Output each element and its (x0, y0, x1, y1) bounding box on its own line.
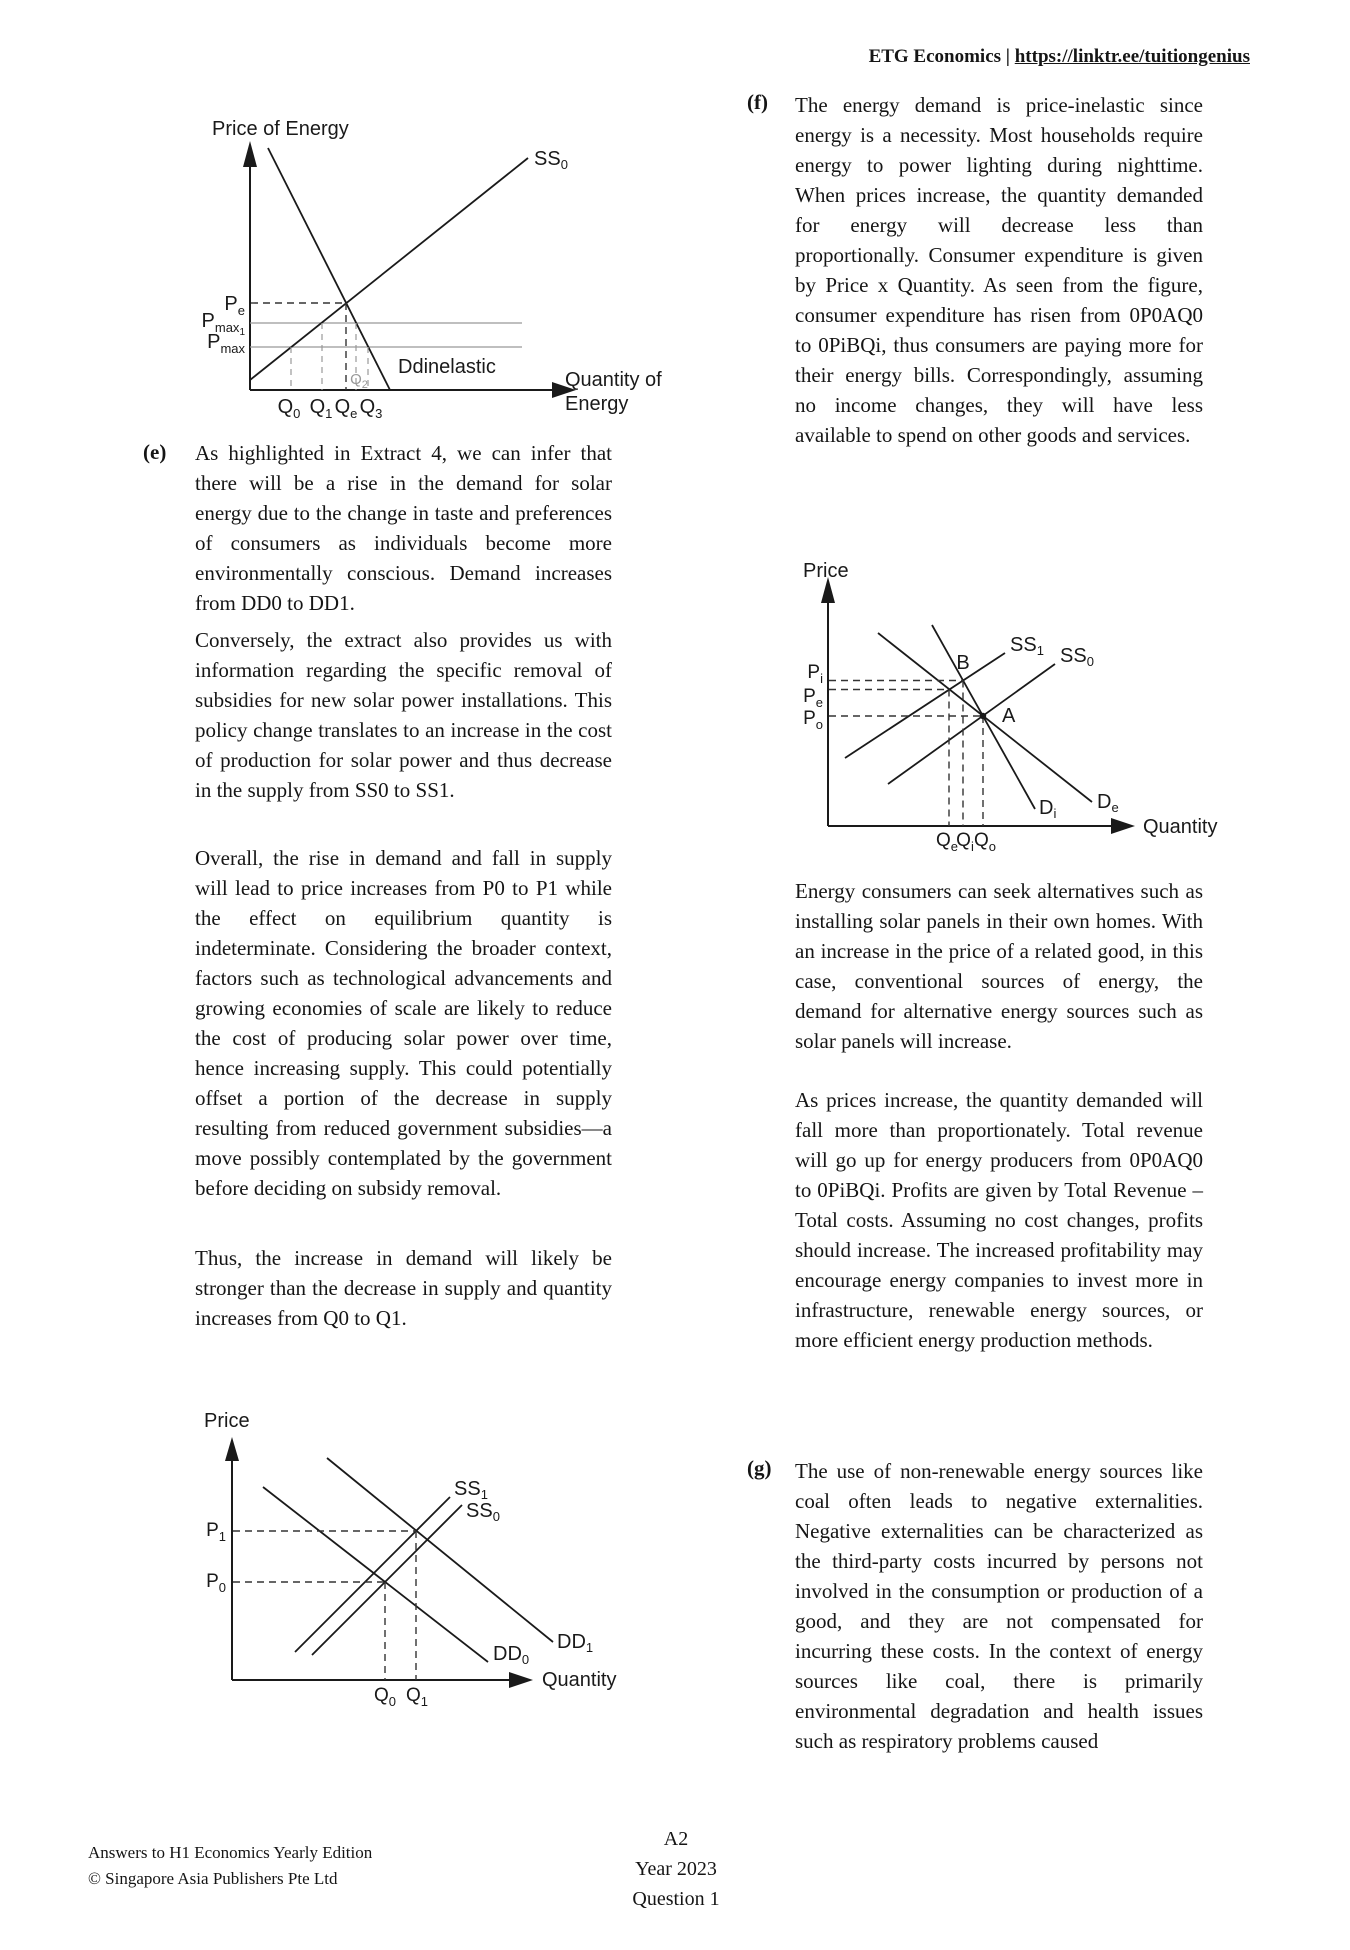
d2-point-a-dot (980, 713, 986, 719)
answer-g-paragraph-1: The use of non-renewable energy sources like coal often leads to negative externalities. Negative externalities can be characterized as the third-party costs incurred by persons not involved in the consumption or production of a good, and they are not compensated for incurring these costs. In the context of energy sources like coal, there is primarily environmental degradation and health issues such as respiratory problems caused (795, 1459, 1203, 1753)
d2-ss0-label: $SS_0$ (1060, 645, 1094, 669)
answer-f-paragraph-3: As prices increase, the quantity demanded will fall more than proportionately. Total revenue will go up for energy producers from 0P0AQ0 to 0PiBQi. Profits are given by Total Revenue – Total costs. Assuming no cost changes, profits should increase. The increased profitability may encourage energy companies to invest more in infrastructure, renewable energy sources, or more efficient energy production methods. (795, 1088, 1203, 1352)
diagram-demand-supply-shift (190, 1405, 660, 1725)
footer-year: Year 2023 (635, 1858, 717, 1880)
d3-ss1-curve (295, 1497, 450, 1652)
d1-pmax1-label: $P_{max}1$ (201, 310, 245, 338)
d3-ss0-label: $SS_0$ (466, 1500, 500, 1524)
answer-label-f: (f) (747, 90, 768, 114)
d2-ss1-label: $SS_1$ (1010, 634, 1044, 658)
d1-q3-label: $Q_3$ (359, 396, 383, 421)
d3-p0-label: $P_0$ (206, 1571, 226, 1595)
d3-ss1-label: $SS_1$ (454, 1478, 488, 1502)
d1-xlabel-line1: Quantity of (565, 369, 662, 391)
d1-y-axis-arrow-icon (243, 141, 257, 167)
d2-de-label: $D_e$ (1097, 791, 1119, 815)
d1-demand-curve (268, 148, 390, 390)
d2-di-label: $D_i$ (1039, 797, 1057, 821)
d2-pi-label: $P_i$ (807, 662, 823, 686)
d1-q2-label: $Q_2$ (350, 371, 368, 391)
d2-qo-label: $Q_o$ (973, 830, 997, 854)
d1-pmax-label: $P_{max}$ (207, 331, 245, 356)
header-link[interactable]: https://linktr.ee/tuitiongenius (1014, 46, 1250, 67)
d1-pe-label: $P_e$ (224, 293, 245, 318)
d3-dd1-curve (327, 1458, 553, 1642)
d2-po-label: $P_o$ (803, 708, 823, 732)
d1-demand-label: Ddinelastic (398, 356, 496, 378)
diagram-price-ceiling (150, 95, 690, 440)
answer-f-paragraph-2: Energy consumers can seek alternatives such as installing solar panels in their own homes. With an increase in the price of a related good, in this case, conventional sources of energy, the demand for alternative energy sources such as solar panels will increase. (795, 879, 1203, 1053)
brand-name: ETG Economics (868, 46, 1002, 67)
answer-e-paragraph-2: Conversely, the extract also provides us with information regarding the specific removal of subsidies for new solar power installations. This policy change translates to an increase in the cost of production for solar power and thus decrease in the supply from SS0 to SS1. (195, 628, 612, 802)
d2-point-a-label: A (1002, 705, 1016, 727)
answer-e-paragraph-1: As highlighted in Extract 4, we can infer that there will be a rise in the demand for solar energy due to the change in taste and preferences of consumers as individuals become more environmentally conscious. Demand increases from DD0 to DD1. (195, 441, 612, 615)
d3-ss0-curve (312, 1505, 462, 1655)
d3-q1-label: $Q_1$ (405, 1685, 429, 1709)
d2-pe-label: $P_e$ (803, 686, 823, 710)
footer-edition-line: Answers to H1 Economics Yearly Edition (88, 1843, 373, 1862)
d3-xlabel: Quantity (542, 1669, 617, 1691)
diagram-elasticity (795, 555, 1245, 890)
d3-x-axis-arrow-icon (509, 1672, 533, 1688)
d3-ylabel: Price (204, 1410, 250, 1432)
answer-e-paragraph-4: Thus, the increase in demand will likely be stronger than the decrease in supply and quantity increases from Q0 to Q1. (195, 1246, 612, 1330)
d3-dd1-label: $DD_1$ (557, 1631, 594, 1655)
d1-qe-label: $Q_e$ (334, 396, 358, 421)
footer-copyright-line: © Singapore Asia Publishers Pte Ltd (88, 1869, 338, 1888)
page-header (869, 46, 1250, 68)
d1-ylabel: Price of Energy (212, 118, 349, 140)
d1-q1-label: $Q_1$ (309, 396, 333, 421)
d1-q0-label: $Q_0$ (277, 396, 301, 421)
d1-ss0-label: $SS_0$ (534, 148, 568, 172)
answer-e-paragraph-3: Overall, the rise in demand and fall in supply will lead to price increases from P0 to P1 while the effect on equilibrium quantity is indeterminate. Considering the broader context, factors such as technological advancements and growing economies of scale are likely to reduce the cost of producing solar power over time, hence increasing supply. This could potentially offset a portion of the decrease in supply resulting from reduced government subsidies—a move possibly contemplated by the government before deciding on subsidy removal. (195, 846, 612, 1200)
d3-dd0-label: $DD_0$ (493, 1643, 530, 1667)
d3-q0-label: $Q_0$ (373, 1685, 397, 1709)
d2-point-b-label: B (956, 652, 970, 674)
d2-xlabel: Quantity (1143, 816, 1218, 838)
answer-label-e: (e) (143, 440, 167, 464)
footer-page-number: A2 (663, 1828, 689, 1850)
header-separator: | (1005, 46, 1010, 67)
d2-ylabel: Price (803, 560, 849, 582)
d2-ss1-curve (845, 653, 1005, 758)
d3-y-axis-arrow-icon (225, 1437, 239, 1461)
d2-x-axis-arrow-icon (1111, 818, 1135, 834)
d3-p1-label: $P_1$ (206, 1520, 226, 1544)
d2-qi-label: $Q_i$ (956, 830, 974, 854)
footer-imprint (88, 1840, 372, 1892)
d2-ss0-curve (888, 664, 1055, 784)
d2-qe-label: $Q_e$ (935, 830, 959, 854)
footer-page-info (576, 1824, 776, 1914)
d1-xlabel-line2: Energy (565, 393, 629, 415)
answer-f-paragraph-1: The energy demand is price-inelastic since energy is a necessity. Most households require energy to power lighting during nighttime. When prices increase, the quantity demanded for energy will decrease less than proportionally. Consumer expenditure is given by Price x Quantity. As seen from the figure, consumer expenditure has risen from 0P0AQ0 to 0PiBQi, thus consumers are paying more for their energy bills. Correspondingly, assuming no income changes, they will have less available to spend on other goods and services. (795, 93, 1203, 447)
answer-label-g: (g) (747, 1456, 772, 1480)
footer-question: Question 1 (632, 1888, 720, 1910)
